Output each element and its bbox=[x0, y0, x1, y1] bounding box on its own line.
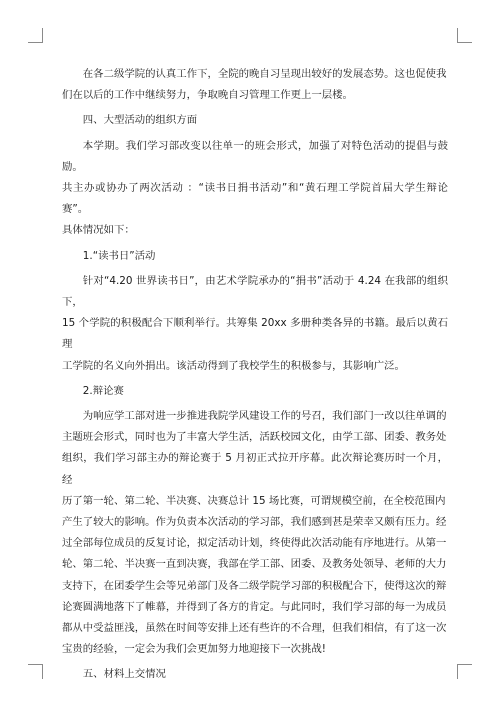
paragraph-debate bbox=[62, 406, 448, 660]
text-line: 工学院的名义向外捐出。该活动得到了我校学生的积极参与，其影响广泛。 bbox=[62, 359, 405, 372]
text-line: 主题班会形式，同时也为了丰富大学生活，活跃校园文化，由学工部、团委、教务处 bbox=[62, 431, 447, 444]
paragraph-evening-study bbox=[62, 64, 448, 106]
text-line: 为响应学工部对进一步推进我院学风建设工作的号召，我们部门一改以往单调的 bbox=[82, 410, 447, 423]
text-line: 都从中受益匪浅，虽然在时间等安排上还有些许的不合理，但我们相信，有了这一次 bbox=[62, 622, 447, 635]
section-heading-activities: 四、大型活动的组织方面 bbox=[82, 114, 198, 127]
text-line: 共主办或协办了两次活动 ：“读书日捐书活动”和“黄石理工学院首届大学生辩论赛”。 bbox=[62, 182, 448, 216]
text-line: 论赛圆满地落下了帷幕，并得到了各方的肯定。与此同时，我们学习部的每一为成员 bbox=[62, 600, 447, 613]
subheading-debate: 2.辩论赛 bbox=[82, 384, 124, 397]
text-line: 15 个学院的积极配合下顺利举行。共筹集 20xx 多册种类各异的书籍。最后以黄石理 bbox=[62, 317, 448, 351]
text-line: 产生了较大的影响。作为负责本次活动的学习部，我们感到甚是荣幸又颇有压力。经 bbox=[62, 516, 447, 529]
document-page bbox=[62, 64, 448, 686]
text-line: 组织，我们学习部主办的辩论赛于 5 月初正式拉开序幕。此次辩论赛历时一个月，经 bbox=[62, 452, 448, 486]
text-line: 针对“4.20 世界读书日”，由艺术学院承办的“捐书”活动于 4.24 在我部的组织下， bbox=[62, 274, 448, 309]
page-corner-mark-bottom-right bbox=[457, 664, 472, 679]
text-line: 们在以后的工作中继续努力，争取晚自习管理工作更上一层楼。 bbox=[62, 89, 353, 102]
text-line: 过全部每位成员的反复讨论，拟定活动计划，终使得此次活动能有序地进行。从第一 bbox=[62, 537, 447, 550]
text-line: 支持下，在团委学生会等兄弟部门及各二级学院学习部的积极配合下，使得这次的辩 bbox=[62, 579, 447, 592]
paragraph-reading-day bbox=[62, 271, 448, 377]
text-line: 历了第一轮、第二轮、半决赛、决赛总计 15 场比赛，可谓规模空前，在全校范围内 bbox=[62, 494, 446, 507]
section-heading-materials: 五、材料上交情况 bbox=[82, 668, 166, 681]
text-line: 具体情况如下： bbox=[62, 224, 135, 237]
paragraph-activities-intro bbox=[62, 136, 448, 242]
text-line: 本学期。我们学习部改变以往单一的班会形式，加强了对特色活动的提倡与鼓励。 bbox=[62, 139, 448, 173]
page-corner-mark-top-right bbox=[457, 28, 472, 43]
text-line: 在各二级学院的认真工作下，全院的晚自习呈现出较好的发展态势。这也促使我 bbox=[82, 68, 447, 80]
page-corner-mark-bottom-left bbox=[28, 664, 43, 679]
text-line: 轮、第二轮、半决赛一直到决赛，我部在学工部、团委、及教务处领导、老师的大力 bbox=[62, 558, 447, 571]
subheading-reading-day: 1.“读书日”活动 bbox=[82, 249, 156, 262]
text-line: 宝贵的经验，一定会为我们会更加努力地迎接下一次挑战! bbox=[62, 643, 326, 656]
page-corner-mark-top-left bbox=[28, 28, 43, 43]
